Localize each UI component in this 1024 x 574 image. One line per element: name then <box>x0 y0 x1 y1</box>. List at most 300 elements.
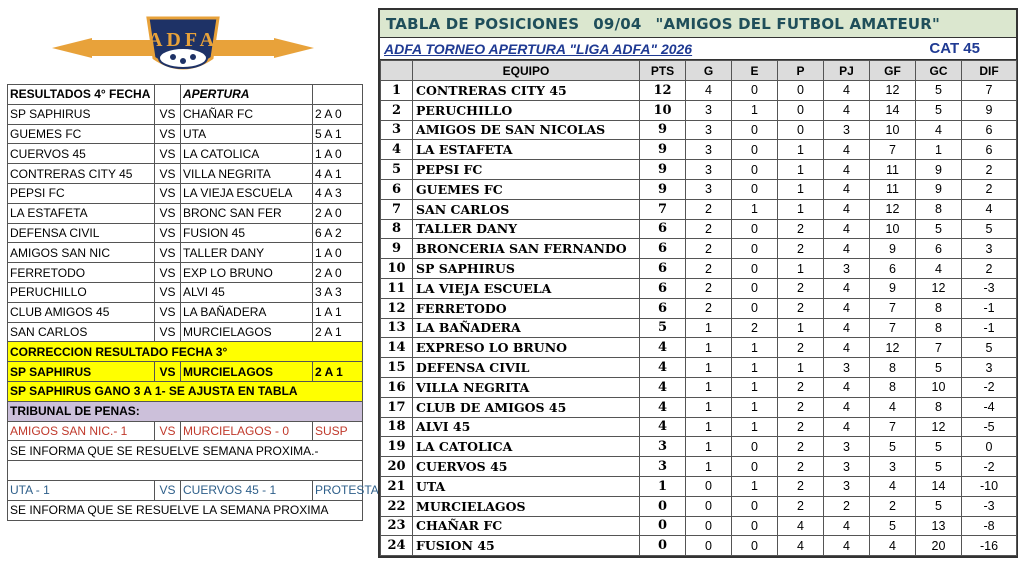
goals-against-cell: 9 <box>916 179 962 199</box>
won-cell: 1 <box>686 457 732 477</box>
match-row <box>8 302 363 322</box>
team-cell: CUERVOS 45 <box>413 457 640 477</box>
column-header <box>381 61 413 81</box>
case2-away: CUERVOS 45 - 1 <box>181 480 313 500</box>
correction-note-row <box>8 381 363 401</box>
won-cell: 0 <box>686 496 732 516</box>
goal-diff-cell: 0 <box>962 437 1017 457</box>
goals-for-cell: 11 <box>870 179 916 199</box>
played-cell: 2 <box>824 496 870 516</box>
goals-for-cell: 2 <box>870 496 916 516</box>
position-cell: 13 <box>381 318 413 338</box>
goals-against-cell: 20 <box>916 536 962 556</box>
adfa-logo <box>52 12 314 78</box>
played-cell: 4 <box>824 417 870 437</box>
won-cell: 1 <box>686 358 732 378</box>
column-header: PTS <box>640 61 686 81</box>
match-home: SAN CARLOS <box>8 322 155 342</box>
position-cell: 23 <box>381 516 413 536</box>
lost-cell: 1 <box>778 179 824 199</box>
goals-for-cell: 10 <box>870 219 916 239</box>
match-away: BRONC SAN FER <box>181 203 313 223</box>
won-cell: 3 <box>686 160 732 180</box>
match-vs: VS <box>155 183 181 203</box>
match-away: LA CATOLICA <box>181 144 313 164</box>
goals-against-cell: 7 <box>916 338 962 358</box>
standings-header-row <box>381 61 1017 81</box>
draw-cell: 0 <box>732 81 778 101</box>
position-cell: 4 <box>381 140 413 160</box>
goals-for-cell: 12 <box>870 199 916 219</box>
team-cell: MURCIELAGOS <box>413 496 640 516</box>
correction-score: 2 A 1 <box>313 362 363 382</box>
standings-row <box>381 338 1017 358</box>
tournament-name: ADFA TORNEO APERTURA "LIGA ADFA" 2026 <box>384 40 693 57</box>
draw-cell: 0 <box>732 120 778 140</box>
standings-row <box>381 140 1017 160</box>
match-vs: VS <box>155 223 181 243</box>
draw-cell: 0 <box>732 437 778 457</box>
goal-diff-cell: 4 <box>962 199 1017 219</box>
match-away: ALVI 45 <box>181 282 313 302</box>
match-vs: VS <box>155 203 181 223</box>
played-cell: 4 <box>824 219 870 239</box>
goals-for-cell: 10 <box>870 120 916 140</box>
team-cell: DEFENSA CIVIL <box>413 358 640 378</box>
points-cell: 9 <box>640 160 686 180</box>
played-cell: 4 <box>824 536 870 556</box>
match-score: 1 A 0 <box>313 144 363 164</box>
results-tournament: APERTURA <box>181 85 313 105</box>
played-cell: 4 <box>824 179 870 199</box>
lost-cell: 1 <box>778 160 824 180</box>
won-cell: 0 <box>686 516 732 536</box>
won-cell: 0 <box>686 476 732 496</box>
correction-note: SP SAPHIRUS GANO 3 A 1- SE AJUSTA EN TABLA <box>8 381 363 401</box>
position-cell: 1 <box>381 81 413 101</box>
position-cell: 19 <box>381 437 413 457</box>
lost-cell: 1 <box>778 358 824 378</box>
tribunal-case-2 <box>8 480 363 500</box>
goal-diff-cell: -1 <box>962 298 1017 318</box>
standings-row <box>381 259 1017 279</box>
points-cell: 9 <box>640 140 686 160</box>
results-panel <box>7 84 379 521</box>
goals-against-cell: 5 <box>916 81 962 101</box>
match-away: VILLA NEGRITA <box>181 164 313 184</box>
team-cell: VILLA NEGRITA <box>413 377 640 397</box>
played-cell: 4 <box>824 199 870 219</box>
match-score: 4 A 3 <box>313 183 363 203</box>
lost-cell: 4 <box>778 536 824 556</box>
team-cell: PEPSI FC <box>413 160 640 180</box>
goals-against-cell: 12 <box>916 417 962 437</box>
goals-against-cell: 8 <box>916 199 962 219</box>
standings-row <box>381 358 1017 378</box>
correction-vs: VS <box>155 362 181 382</box>
played-cell: 4 <box>824 318 870 338</box>
column-header: PJ <box>824 61 870 81</box>
played-cell: 4 <box>824 298 870 318</box>
won-cell: 1 <box>686 338 732 358</box>
match-score: 2 A 0 <box>313 263 363 283</box>
match-score: 2 A 0 <box>313 203 363 223</box>
goals-for-cell: 5 <box>870 516 916 536</box>
lost-cell: 2 <box>778 476 824 496</box>
correction-away: MURCIELAGOS <box>181 362 313 382</box>
won-cell: 3 <box>686 179 732 199</box>
team-cell: GUEMES FC <box>413 179 640 199</box>
team-cell: CHAÑAR FC <box>413 516 640 536</box>
column-header: EQUIPO <box>413 61 640 81</box>
points-cell: 6 <box>640 298 686 318</box>
position-cell: 6 <box>381 179 413 199</box>
goals-for-cell: 12 <box>870 338 916 358</box>
case2-vs: VS <box>155 480 181 500</box>
goal-diff-cell: 2 <box>962 259 1017 279</box>
goal-diff-cell: 3 <box>962 239 1017 259</box>
goal-diff-cell: -16 <box>962 536 1017 556</box>
match-row <box>8 203 363 223</box>
match-score: 2 A 0 <box>313 104 363 124</box>
column-header: GC <box>916 61 962 81</box>
team-cell: SP SAPHIRUS <box>413 259 640 279</box>
goal-diff-cell: 6 <box>962 140 1017 160</box>
standings-row <box>381 278 1017 298</box>
match-score: 1 A 1 <box>313 302 363 322</box>
lost-cell: 1 <box>778 140 824 160</box>
goals-for-cell: 8 <box>870 358 916 378</box>
goals-against-cell: 5 <box>916 437 962 457</box>
standings-row <box>381 476 1017 496</box>
played-cell: 4 <box>824 278 870 298</box>
position-cell: 18 <box>381 417 413 437</box>
position-cell: 12 <box>381 298 413 318</box>
match-row <box>8 263 363 283</box>
position-cell: 8 <box>381 219 413 239</box>
match-away: CHAÑAR FC <box>181 104 313 124</box>
won-cell: 1 <box>686 318 732 338</box>
match-row <box>8 124 363 144</box>
standings-date: 09/04 <box>593 14 642 33</box>
goal-diff-cell: -1 <box>962 318 1017 338</box>
goals-against-cell: 5 <box>916 219 962 239</box>
correction-title-row <box>8 342 363 362</box>
won-cell: 1 <box>686 417 732 437</box>
goal-diff-cell: -10 <box>962 476 1017 496</box>
position-cell: 7 <box>381 199 413 219</box>
team-cell: FUSION 45 <box>413 536 640 556</box>
won-cell: 3 <box>686 140 732 160</box>
played-cell: 3 <box>824 457 870 477</box>
won-cell: 2 <box>686 278 732 298</box>
won-cell: 3 <box>686 120 732 140</box>
lost-cell: 2 <box>778 278 824 298</box>
draw-cell: 0 <box>732 516 778 536</box>
played-cell: 4 <box>824 377 870 397</box>
standings-row <box>381 397 1017 417</box>
column-header: E <box>732 61 778 81</box>
team-cell: UTA <box>413 476 640 496</box>
points-cell: 5 <box>640 318 686 338</box>
standings-row <box>381 298 1017 318</box>
goals-against-cell: 5 <box>916 100 962 120</box>
lost-cell: 4 <box>778 516 824 536</box>
goals-for-cell: 7 <box>870 140 916 160</box>
case1-status: SUSP <box>313 421 363 441</box>
won-cell: 1 <box>686 377 732 397</box>
match-home: FERRETODO <box>8 263 155 283</box>
won-cell: 2 <box>686 199 732 219</box>
match-row <box>8 144 363 164</box>
played-cell: 4 <box>824 160 870 180</box>
position-cell: 3 <box>381 120 413 140</box>
goals-against-cell: 5 <box>916 457 962 477</box>
goal-diff-cell: 2 <box>962 160 1017 180</box>
team-cell: EXPRESO LO BRUNO <box>413 338 640 358</box>
team-cell: ALVI 45 <box>413 417 640 437</box>
goal-diff-cell: -5 <box>962 417 1017 437</box>
goal-diff-cell: 7 <box>962 81 1017 101</box>
match-vs: VS <box>155 243 181 263</box>
won-cell: 2 <box>686 259 732 279</box>
draw-cell: 0 <box>732 496 778 516</box>
position-cell: 16 <box>381 377 413 397</box>
match-row <box>8 223 363 243</box>
played-cell: 4 <box>824 338 870 358</box>
goal-diff-cell: -8 <box>962 516 1017 536</box>
lost-cell: 2 <box>778 298 824 318</box>
goal-diff-cell: 2 <box>962 179 1017 199</box>
match-away: FUSION 45 <box>181 223 313 243</box>
draw-cell: 1 <box>732 397 778 417</box>
tribunal-title-row <box>8 401 363 421</box>
position-cell: 21 <box>381 476 413 496</box>
team-cell: LA VIEJA ESCUELA <box>413 278 640 298</box>
lost-cell: 1 <box>778 318 824 338</box>
lost-cell: 2 <box>778 338 824 358</box>
tribunal-note-1-row <box>8 441 363 461</box>
draw-cell: 0 <box>732 259 778 279</box>
match-away: UTA <box>181 124 313 144</box>
draw-cell: 2 <box>732 318 778 338</box>
goals-for-cell: 4 <box>870 476 916 496</box>
lost-cell: 2 <box>778 219 824 239</box>
draw-cell: 0 <box>732 160 778 180</box>
points-cell: 4 <box>640 358 686 378</box>
goal-diff-cell: -3 <box>962 496 1017 516</box>
draw-cell: 1 <box>732 358 778 378</box>
goal-diff-cell: 6 <box>962 120 1017 140</box>
position-cell: 5 <box>381 160 413 180</box>
column-header: G <box>686 61 732 81</box>
standings-row <box>381 219 1017 239</box>
standings-row <box>381 199 1017 219</box>
played-cell: 3 <box>824 358 870 378</box>
goals-for-cell: 11 <box>870 160 916 180</box>
team-cell: PERUCHILLO <box>413 100 640 120</box>
position-cell: 10 <box>381 259 413 279</box>
draw-cell: 0 <box>732 536 778 556</box>
won-cell: 2 <box>686 219 732 239</box>
match-home: SP SAPHIRUS <box>8 104 155 124</box>
standings-row <box>381 100 1017 120</box>
goal-diff-cell: -2 <box>962 377 1017 397</box>
goals-against-cell: 14 <box>916 476 962 496</box>
team-cell: CLUB DE AMIGOS 45 <box>413 397 640 417</box>
draw-cell: 0 <box>732 219 778 239</box>
match-row <box>8 243 363 263</box>
match-away: LA BAÑADERA <box>181 302 313 322</box>
match-home: DEFENSA CIVIL <box>8 223 155 243</box>
tribunal-note-2: SE INFORMA QUE SE RESUELVE LA SEMANA PROXIMA <box>8 500 363 520</box>
goals-against-cell: 9 <box>916 160 962 180</box>
match-score: 4 A 1 <box>313 164 363 184</box>
team-cell: AMIGOS DE SAN NICOLAS <box>413 120 640 140</box>
tribunal-note-2-row <box>8 500 363 520</box>
played-cell: 3 <box>824 259 870 279</box>
points-cell: 0 <box>640 496 686 516</box>
standings-row <box>381 516 1017 536</box>
position-cell: 22 <box>381 496 413 516</box>
team-cell: LA CATOLICA <box>413 437 640 457</box>
points-cell: 0 <box>640 536 686 556</box>
standings-subtitle-bar <box>380 38 1016 60</box>
team-cell: FERRETODO <box>413 298 640 318</box>
tribunal-title: TRIBUNAL DE PENAS: <box>8 401 363 421</box>
standings-row <box>381 160 1017 180</box>
standings-row <box>381 377 1017 397</box>
lost-cell: 2 <box>778 417 824 437</box>
draw-cell: 1 <box>732 377 778 397</box>
match-vs: VS <box>155 302 181 322</box>
goal-diff-cell: 9 <box>962 100 1017 120</box>
goals-against-cell: 5 <box>916 496 962 516</box>
points-cell: 4 <box>640 338 686 358</box>
standings-row <box>381 239 1017 259</box>
goal-diff-cell: -3 <box>962 278 1017 298</box>
match-row <box>8 282 363 302</box>
standings-row <box>381 536 1017 556</box>
standings-row <box>381 318 1017 338</box>
lost-cell: 1 <box>778 199 824 219</box>
goals-for-cell: 9 <box>870 239 916 259</box>
match-score: 5 A 1 <box>313 124 363 144</box>
correction-home: SP SAPHIRUS <box>8 362 155 382</box>
position-cell: 11 <box>381 278 413 298</box>
draw-cell: 0 <box>732 298 778 318</box>
goals-for-cell: 7 <box>870 417 916 437</box>
draw-cell: 1 <box>732 476 778 496</box>
played-cell: 4 <box>824 81 870 101</box>
match-row <box>8 164 363 184</box>
goals-for-cell: 5 <box>870 437 916 457</box>
goals-against-cell: 8 <box>916 397 962 417</box>
match-home: CONTRERAS CITY 45 <box>8 164 155 184</box>
tribunal-note-1: SE INFORMA QUE SE RESUELVE SEMANA PROXIMA.- <box>8 441 363 461</box>
goal-diff-cell: 5 <box>962 219 1017 239</box>
match-away: EXP LO BRUNO <box>181 263 313 283</box>
points-cell: 3 <box>640 437 686 457</box>
match-vs: VS <box>155 322 181 342</box>
standings-row <box>381 179 1017 199</box>
goal-diff-cell: 5 <box>962 338 1017 358</box>
lost-cell: 2 <box>778 239 824 259</box>
team-cell: BRONCERIA SAN FERNANDO <box>413 239 640 259</box>
standings-row <box>381 81 1017 101</box>
match-vs: VS <box>155 282 181 302</box>
position-cell: 20 <box>381 457 413 477</box>
played-cell: 4 <box>824 397 870 417</box>
standings-row <box>381 120 1017 140</box>
points-cell: 6 <box>640 239 686 259</box>
points-cell: 4 <box>640 397 686 417</box>
draw-cell: 1 <box>732 199 778 219</box>
lost-cell: 0 <box>778 81 824 101</box>
standings-panel <box>378 8 1018 558</box>
case1-home: AMIGOS SAN NIC.- 1 <box>8 421 155 441</box>
team-cell: CONTRERAS CITY 45 <box>413 81 640 101</box>
goals-against-cell: 8 <box>916 318 962 338</box>
goals-for-cell: 12 <box>870 81 916 101</box>
column-header: P <box>778 61 824 81</box>
goals-for-cell: 8 <box>870 377 916 397</box>
goals-against-cell: 5 <box>916 358 962 378</box>
goals-against-cell: 13 <box>916 516 962 536</box>
points-cell: 6 <box>640 278 686 298</box>
goals-for-cell: 6 <box>870 259 916 279</box>
match-row <box>8 322 363 342</box>
match-home: CLUB AMIGOS 45 <box>8 302 155 322</box>
goals-against-cell: 12 <box>916 278 962 298</box>
tribunal-case-1 <box>8 421 363 441</box>
goals-for-cell: 3 <box>870 457 916 477</box>
standings-row <box>381 496 1017 516</box>
match-vs: VS <box>155 104 181 124</box>
match-home: LA ESTAFETA <box>8 203 155 223</box>
won-cell: 3 <box>686 100 732 120</box>
column-header: DIF <box>962 61 1017 81</box>
match-vs: VS <box>155 164 181 184</box>
team-cell: LA ESTAFETA <box>413 140 640 160</box>
goals-for-cell: 4 <box>870 536 916 556</box>
lost-cell: 2 <box>778 496 824 516</box>
lost-cell: 0 <box>778 100 824 120</box>
match-vs: VS <box>155 124 181 144</box>
standings-row <box>381 437 1017 457</box>
goal-diff-cell: -4 <box>962 397 1017 417</box>
goals-against-cell: 8 <box>916 298 962 318</box>
points-cell: 7 <box>640 199 686 219</box>
case2-status: PROTESTA <box>313 480 363 500</box>
points-cell: 12 <box>640 81 686 101</box>
draw-cell: 0 <box>732 239 778 259</box>
match-vs: VS <box>155 144 181 164</box>
goals-against-cell: 4 <box>916 120 962 140</box>
team-cell: TALLER DANY <box>413 219 640 239</box>
match-score: 3 A 3 <box>313 282 363 302</box>
lost-cell: 2 <box>778 437 824 457</box>
won-cell: 1 <box>686 437 732 457</box>
case1-vs: VS <box>155 421 181 441</box>
won-cell: 0 <box>686 536 732 556</box>
goals-against-cell: 4 <box>916 259 962 279</box>
match-home: GUEMES FC <box>8 124 155 144</box>
lost-cell: 0 <box>778 120 824 140</box>
goals-for-cell: 14 <box>870 100 916 120</box>
points-cell: 6 <box>640 219 686 239</box>
team-cell: LA BAÑADERA <box>413 318 640 338</box>
